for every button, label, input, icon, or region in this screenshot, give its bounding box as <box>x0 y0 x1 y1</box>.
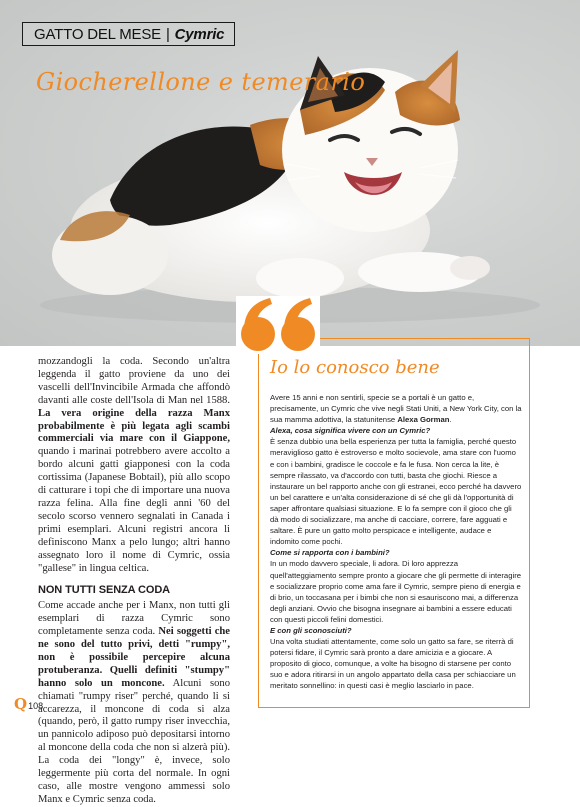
paragraph-tail-types <box>38 600 230 807</box>
bold-run: Nei soggetti che ne sono del tutto privi, detti "rumpy", non è possibile percepire alcuna protuberanza. Quelli definiti "stumpy" hanno solo un moncone. <box>38 626 230 689</box>
quote-marks-icon <box>236 296 320 354</box>
interview-text <box>270 392 522 692</box>
text-run: mozzandogli la coda. Secondo un'altra leggenda il gatto proviene da uno dei vascelli dell'Invincibile Armada che affondò davanti alle coste dell'Isola di Man nel 1588. <box>38 356 230 406</box>
answer-1: È senza dubbio una bella esperienza per tutta la famiglia, perché questo meraviglioso gatto è estroverso e molto socievole, ama stare con l'uomo e con i bambini, gradisce le coccole e fa le fusa. Non cerca la lite, è sempre rilassato, va d'accordo con tutti, basta che giochi. Riesce a instaurare un bel rapporto anche con gli estranei, ecco perché ha davvero un bel carattere e un'alta considerazione di sé che gli dà l'opportunità di saper affrontare qualsiasi situazione. E lo fa sempre con il gioco che gli dà modo di socializzare, ma anche di cacciare, correre, fare agguati e saltare. È pure un gatto molto perspicace e intelligente, audace e indomito come pochi. <box>270 437 522 547</box>
interview-intro <box>270 392 522 425</box>
subheading: NON TUTTI SENZA CODA <box>38 584 171 597</box>
answer-2: In un modo davvero speciale, li adora. Di loro apprezza quell'atteggiamento sempre pronto a giocare che gli permette di interagire e socializzare proprio come ama fare il Cymric, sempre pieno di energia e di brio, un toccasana per i bimbi che non si esauriscono mai, a differenza degli anziani. Ovvio che bisogna insegnare ai bambini a essere educati con questi piccoli felini domestici. <box>270 559 522 624</box>
bold-run: La vera origine della razza Manx probabilmente è più legata agli scambi commerciali via mare con il Giappone, <box>38 407 230 445</box>
hero-photo <box>0 0 580 346</box>
section-separator: | <box>165 25 170 43</box>
text-run: quando i marinai potrebbero avere accolto a bordo alcuni gatti giapponesi con la coda cortissima (Japanese Bobtail), più allo scopo di catturare i topi che di importare una nuova razza felina. Alla fine degli anni '60 del secolo scorso vennero segnalati in Canada i primi esemplari. Alcuni registri ancora li definiscono Manx a pelo lungo; altri hanno assegnato loro il nome di Cymric, ossia "gallese" in lingua celtica. <box>38 446 230 574</box>
question-3: E con gli sconosciuti? <box>270 625 352 635</box>
text-run: Come accade anche per i Manx, non tutti gli esemplari di razza Cymric sono completamente senza coda. <box>38 600 230 638</box>
answer-3: Una volta studiati attentamente, come solo un gatto sa fare, se riterrà di potersi fidare, il Cymric sarà pronto a dare amicizia e a giocare. A proposito di gioco, comunque, a volte ha bisogno di starsene per conto suo e adora ritirarsi in un angolo appartato della casa per schiacciare un meritato sonnellino: in questi casi è meglio lasciarlo in pace. <box>270 637 516 691</box>
question-2: Come si rapporta con i bambini? <box>270 548 390 558</box>
owner-name: Alexa Gorman <box>397 415 450 425</box>
article-headline: Giocherellone e temerario <box>36 68 366 96</box>
text-run: Avere 15 anni e non sentirli, specie se a portali è un gatto e, precisamente, un Cymric che vive negli Stati Uniti, a New York City, con la sua mamma adottiva, la statunitense <box>270 393 522 425</box>
page-folio <box>14 697 43 712</box>
section-tag <box>22 22 235 46</box>
text-run: Alcuni sono chiamati "rumpy riser" perché, quando li si accarezza, il moncone di coda si alza (quando, però, il gatto rumpy riser invecchia, un pannicolo adiposo può depositarsi intorno al moncone della coda che non si alzerà più). La coda dei "longy" è, invece, solo leggermente più corta del normale. In ogni caso, alle mostre vengono ammessi solo Manx e Cymric senza coda. <box>38 677 230 805</box>
magazine-logo: Q <box>14 695 28 713</box>
paragraph-history <box>38 356 230 575</box>
section-label: GATTO DEL MESE <box>34 25 161 43</box>
kitten-illustration <box>0 0 580 346</box>
breed-label: Cymric <box>174 25 225 43</box>
left-column <box>38 356 230 807</box>
text-run: . <box>449 415 452 425</box>
box-title: Io lo conosco bene <box>270 357 440 378</box>
question-1: Alexa, cosa significa vivere con un Cymric? <box>270 426 431 436</box>
page-number: 108 <box>28 701 44 711</box>
